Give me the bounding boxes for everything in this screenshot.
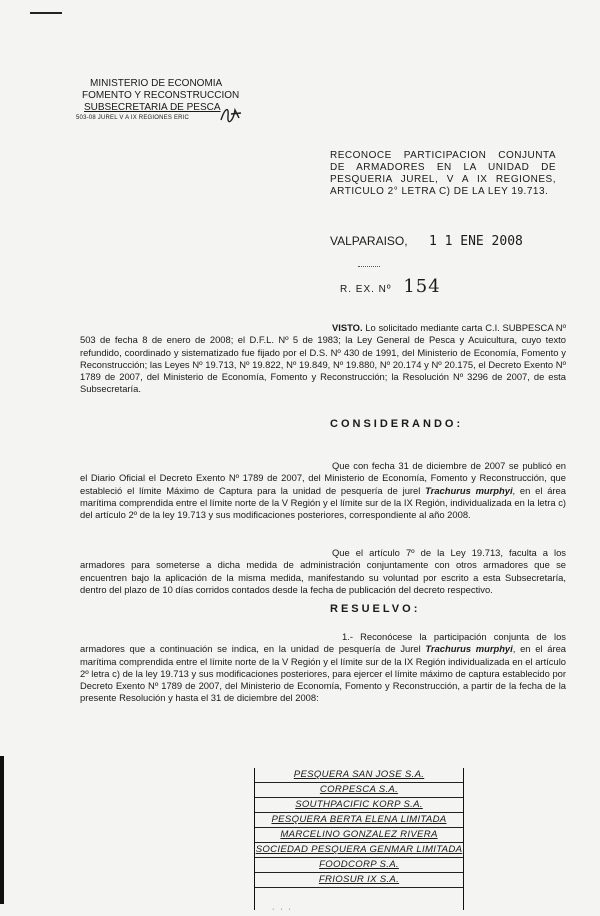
resuelvo-heading: RESUELVO:	[330, 603, 421, 615]
armador-row: MARCELINO GONZALEZ RIVERA	[255, 828, 463, 843]
resolution-number: 154	[403, 276, 441, 297]
footer-scan-specks: · · ·	[272, 906, 293, 913]
visto-label: VISTO.	[332, 322, 363, 333]
header-reference: 503-08 JUREL V A IX REGIONES ERIC	[76, 115, 190, 121]
considerando-p2-text: Que el artículo 7º de la Ley 19.713, faculta a los armadores para someterse a dicha medida de administración conjuntamente con otros armadores que se encuentren bajo la aplicación de la misma medida, manifestando su voluntad por escrito a esta Subsecretaría, dentro del plazo de 10 días corridos contados desde la fecha de publicación del decreto respectivo.	[80, 547, 566, 595]
visto-paragraph	[80, 322, 566, 396]
subject-block: RECONOCE PARTICIPACION CONJUNTA DE ARMADORES EN LA UNIDAD DE PESQUERIA JUREL, V A IX REGIONES, ARTICULO 2° LETRA C) DE LA LEY 19.713.	[330, 150, 556, 197]
date-line	[330, 234, 523, 249]
dotted-separator	[358, 266, 380, 268]
armador-row: PESQUERA SAN JOSE S.A.	[255, 768, 463, 783]
header-fomento: FOMENTO Y RECONSTRUCCION	[82, 90, 240, 101]
header-subsecretaria: SUBSECRETARIA DE PESCA	[84, 102, 221, 113]
header-ministry: MINISTERIO DE ECONOMIA	[90, 78, 223, 89]
considerando-p1-end: , en el área marítima comprendida entre el límite norte de la V Región y el límite sur de la IX Región, individualizada en la letra c) del artículo 2º de la ley 19.713 y sus modificaciones posteriores, correspondiente al año 2008.	[80, 484, 566, 521]
resuelvo-p1-end: , en el área marítima comprendida entre el límite norte de la V Región y el límite sur de la IX Región individualizada en el artículo 2º letra c) de la ley 19.713 y sus modificaciones posteriores, para ejercer el límite máximo de captura establecido por Decreto Exento Nº 1789 de 2007, del Ministerio de Economía, Fomento y Reconstrucción, a partir de la fecha de la presente Resolución y hasta el 31 de diciembre del 2008:	[80, 643, 566, 704]
armador-row: SOUTHPACIFIC KORP S.A.	[255, 798, 463, 813]
scan-edge-bar	[0, 756, 4, 904]
considerando-paragraph-2	[80, 547, 566, 596]
considerando-p1-start: Que con fecha 31 de diciembre de 2007 se publicó en el Diario Oficial el Decreto Exento Nº 1789 de 2007, del Ministerio de Economía, Fomento y Reconstrucción, que estableció el límite Máximo de Captura para la unidad de pesquería de jurel	[80, 460, 566, 496]
resolution-label: R. EX. Nº	[340, 284, 392, 295]
top-scan-mark	[30, 12, 62, 14]
armador-row: FRIOSUR IX S.A.	[255, 873, 463, 888]
armadores-table	[254, 768, 464, 910]
resuelvo-paragraph-1	[80, 631, 566, 705]
considerando-heading: CONSIDERANDO:	[330, 418, 464, 430]
armador-row: FOODCORP S.A.	[255, 858, 463, 873]
visto-text: Lo solicitado mediante carta C.I. SUBPESCA Nº 503 de fecha 8 de enero de 2008; el D.F.L. Nº 5 de 1983; la Ley General de Pesca y Acuicultura, cuyo texto refundido, coordinado y sistematizado fue fijado por el D.S. Nº 430 de 1991, del Ministerio de Economía, Fomento y Reconstrucción; las Leyes Nº 19.713, Nº 19.822, Nº 19.849, Nº 19.880, Nº 20.174 y Nº 20.175, el Decreto Exento Nº 1789 de 2007, del Ministerio de Economía, Fomento y Reconstrucción; la Resolución Nº 3296 de 2007, de esta Subsecretaría.	[80, 322, 566, 395]
armador-row: SOCIEDAD PESQUERA GENMAR LIMITADA	[255, 843, 463, 858]
armador-row: PESQUERA BERTA ELENA LIMITADA	[255, 813, 463, 828]
initials-signature	[219, 104, 243, 124]
species-name: Trachurus murphyi	[425, 484, 513, 496]
resuelvo-p1-start: 1.- Reconócese la participación conjunta de los armadores que a continuación se indica, en la unidad de pesquería de Jurel	[80, 631, 566, 655]
species-name-2: Trachurus murphyi	[425, 643, 513, 655]
date-stamp: 1 1 ENE 2008	[428, 234, 523, 249]
resolution-number-line	[340, 276, 441, 297]
considerando-paragraph-1	[80, 460, 566, 521]
armador-row: CORPESCA S.A.	[255, 783, 463, 798]
date-city: VALPARAISO,	[330, 234, 408, 248]
